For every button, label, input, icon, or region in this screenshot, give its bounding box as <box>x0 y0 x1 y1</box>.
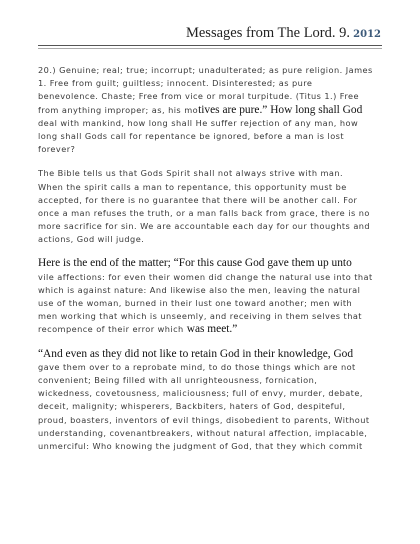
text-line: 20.) Genuine; real; true; incorrupt; unadulterated; as pure religion. James <box>38 65 373 75</box>
text-line: wickedness, covetousness, maliciousness; full of envy, murder, debate, <box>38 388 363 399</box>
paragraph-3 <box>38 257 382 336</box>
text-line: gave them over to a reprobate mind, to do those things which are not <box>38 361 356 372</box>
text-line: accepted, for there is no guarantee that there will be another call. For <box>38 194 358 205</box>
text-line: 1. Free from guilt; guiltless; innocent. Disinterested; as pure <box>38 78 313 89</box>
header-title: Messages from The Lord. 9. <box>185 25 350 41</box>
text-line: once a man refuses the truth, or a man falls back from grace, there is no <box>38 207 370 218</box>
text-line: more sacrifice for sin. We are accountable each day for our thoughts and <box>38 221 371 232</box>
text-line: convenient; Being filled with all unrighteousness, fornication, <box>38 374 318 385</box>
text-line-mixed <box>38 323 382 336</box>
text-run-serif: tives are pure.” How long shall God <box>198 103 363 116</box>
text-run: recompence of their error which <box>38 324 187 335</box>
paragraph-1 <box>38 64 382 156</box>
text-line: deceit, malignity; whisperers, Backbiters, haters of God, despiteful, <box>38 401 346 412</box>
text-line: forever? <box>38 144 76 155</box>
paragraph-4 <box>38 348 382 454</box>
text-line: use of the woman, burned in their lust one toward another; men with <box>38 298 353 308</box>
header-year: 2012 <box>353 29 381 40</box>
text-line: vile affections: for even their women did change the natural use into that <box>38 271 373 282</box>
text-run: from anything improper; as, his mo <box>38 104 199 115</box>
text-run-serif: was meet.” <box>186 323 238 336</box>
text-line: actions, God will judge. <box>38 234 145 245</box>
text-line-serif: “And even as they did not like to retain God in their knowledge, God <box>38 347 354 360</box>
text-line: unmerciful: Who knowing the judgment of God, that they which commit <box>38 440 363 451</box>
document-body <box>38 64 382 464</box>
text-line: which is against nature: And likewise also the men, leaving the natural <box>38 284 361 295</box>
text-line: When the spirit calls a man to repentance, this opportunity must be <box>38 181 347 192</box>
text-line: men working that which is unseemly, and receiving in them selves that <box>38 311 362 322</box>
text-line: proud, boasters, inventors of evil things, disobedient to parents, Without <box>38 414 370 425</box>
text-line: understanding, covenantbreakers, without natural affection, implacable, <box>38 427 368 438</box>
text-line-serif: Here is the end of the matter; “For this cause God gave them up unto <box>38 257 352 270</box>
header-divider <box>38 45 382 46</box>
text-line-mixed <box>38 104 382 117</box>
page-header <box>0 25 420 47</box>
paragraph-2 <box>38 167 382 246</box>
header-divider-thin <box>38 48 382 49</box>
text-line: long shall Gods call for repentance be ignored, before a man is lost <box>38 130 345 141</box>
text-line: benevolence. Chaste; Free from vice or moral turpitude. (Titus 1.) Free <box>38 91 359 102</box>
text-line: The Bible tells us that Gods Spirit shall not always strive with man. <box>38 168 344 179</box>
text-line: deal with mankind, how long shall He suffer rejection of any man, how <box>38 117 359 128</box>
